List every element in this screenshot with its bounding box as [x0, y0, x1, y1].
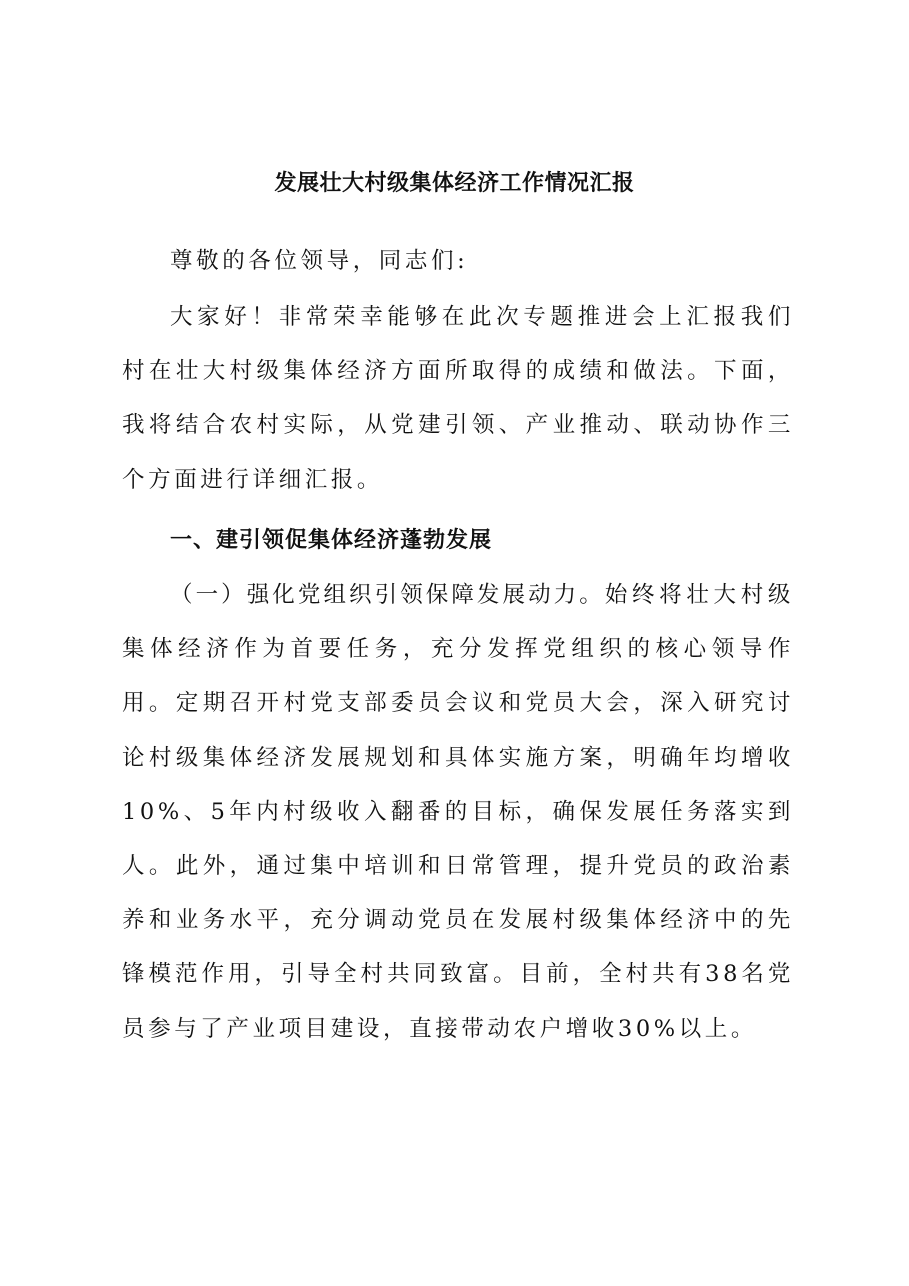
document-title: 发展壮大村级集体经济工作情况汇报: [274, 171, 635, 196]
section-heading: 一、建引领促集体经济蓬勃发展: [170, 528, 493, 553]
subsection-text: 始终将壮大村级集体经济作为首要任务，充分发挥党组织的核心领导作用。定期召开村党支部委员会议和党员大会，深入研究讨论村级集体经济发展规划和具体实施方案，明确年均增收10%、5年内村级收入翻番的目标，确保发展任务落实到人。此外，通过集中培训和日常管理，提升党员的政治素养和业务水平，充分调动党员在发展村级集体经济中的先锋模范作用，引导全村共同致富。目前，全村共有38名党员参与了产业项目建设，直接带动农户增收30%以上。: [122, 582, 794, 1042]
salutation: 尊敬的各位领导，同志们:: [170, 248, 469, 274]
intro-paragraph: 大家好！非常荣幸能够在此次专题推进会上汇报我们村在壮大村级集体经济方面所取得的成绩和做法。下面，我将结合农村实际，从党建引领、产业推动、联动协作三个方面进行详细汇报。: [122, 304, 794, 493]
subsection-paragraph: [122, 568, 794, 1056]
subsection-lead: （一）强化党组织引领保障发展动力。: [170, 582, 605, 608]
